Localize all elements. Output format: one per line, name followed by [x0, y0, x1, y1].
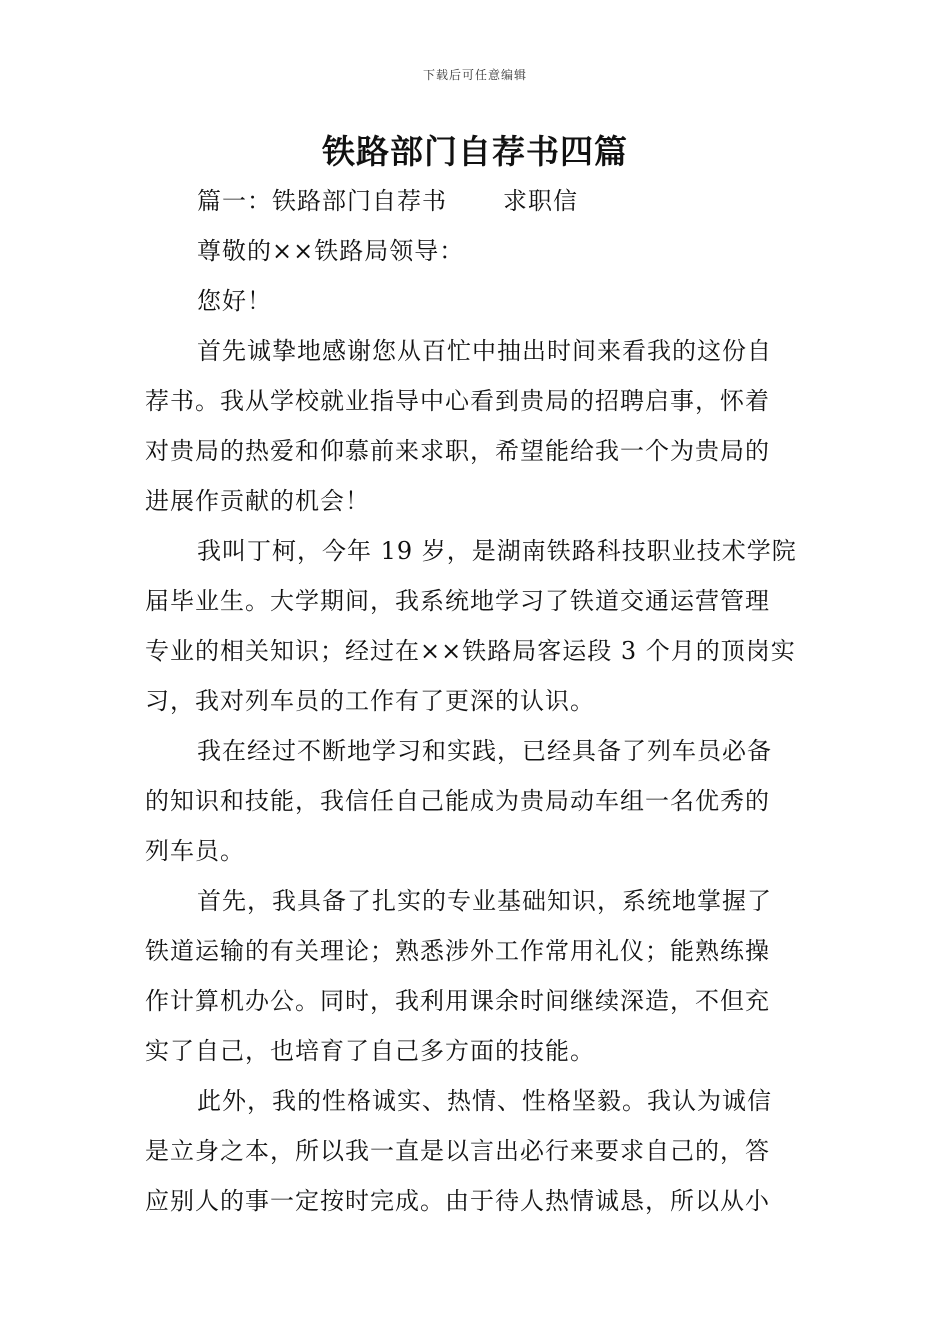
section-heading: [197, 176, 867, 226]
body-line: 进展作贡献的机会！: [145, 487, 370, 515]
body-line: 荐书。我从学校就业指导中心看到贵局的招聘启事，怀着: [145, 387, 770, 415]
body-line: 实了自己，也培育了自己多方面的技能。: [145, 1037, 595, 1065]
body-line: 应别人的事一定按时完成。由于待人热情诚恳，所以从小: [145, 1187, 770, 1215]
document-title: 铁路部门自荐书四篇: [322, 132, 628, 171]
body-line: 习，我对列车员的工作有了更深的认识。: [145, 687, 595, 715]
body-line: 的知识和技能，我信任自己能成为贵局动车组一名优秀的: [145, 787, 770, 815]
section-heading-subtitle: 求职信: [503, 187, 578, 215]
body-line: 首先诚挚地感谢您从百忙中抽出时间来看我的这份自: [197, 337, 772, 365]
body-line: 首先，我具备了扎实的专业基础知识，系统地掌握了: [197, 887, 772, 915]
body-line: 我在经过不断地学习和实践，已经具备了列车员必备: [197, 737, 772, 765]
body-line: 我叫丁柯，今年 19 岁，是湖南铁路科技职业技术学院: [197, 537, 797, 565]
body-line: 作计算机办公。同时，我利用课余时间继续深造，不但充: [145, 987, 770, 1015]
body-line: 铁道运输的有关理论；熟悉涉外工作常用礼仪；能熟练操: [145, 937, 770, 965]
body-line: 列车员。: [145, 837, 245, 865]
body-line: 对贵局的热爱和仰慕前来求职，希望能给我一个为贵局的: [145, 437, 770, 465]
body-line: 专业的相关知识；经过在××铁路局客运段 3 个月的顶岗实: [145, 637, 796, 665]
body-line: 届毕业生。大学期间，我系统地学习了铁道交通运营管理: [145, 587, 770, 615]
section-heading-title: 篇一：铁路部门自荐书: [197, 187, 447, 215]
greeting: 尊敬的××铁路局领导：: [197, 237, 465, 265]
body-line: 此外，我的性格诚实、热情、性格坚毅。我认为诚信: [197, 1087, 772, 1115]
header-note: 下载后可任意编辑: [422, 68, 527, 82]
body-line: 是立身之本，所以我一直是以言出必行来要求自己的，答: [145, 1137, 770, 1165]
salutation: 您好！: [197, 287, 272, 315]
